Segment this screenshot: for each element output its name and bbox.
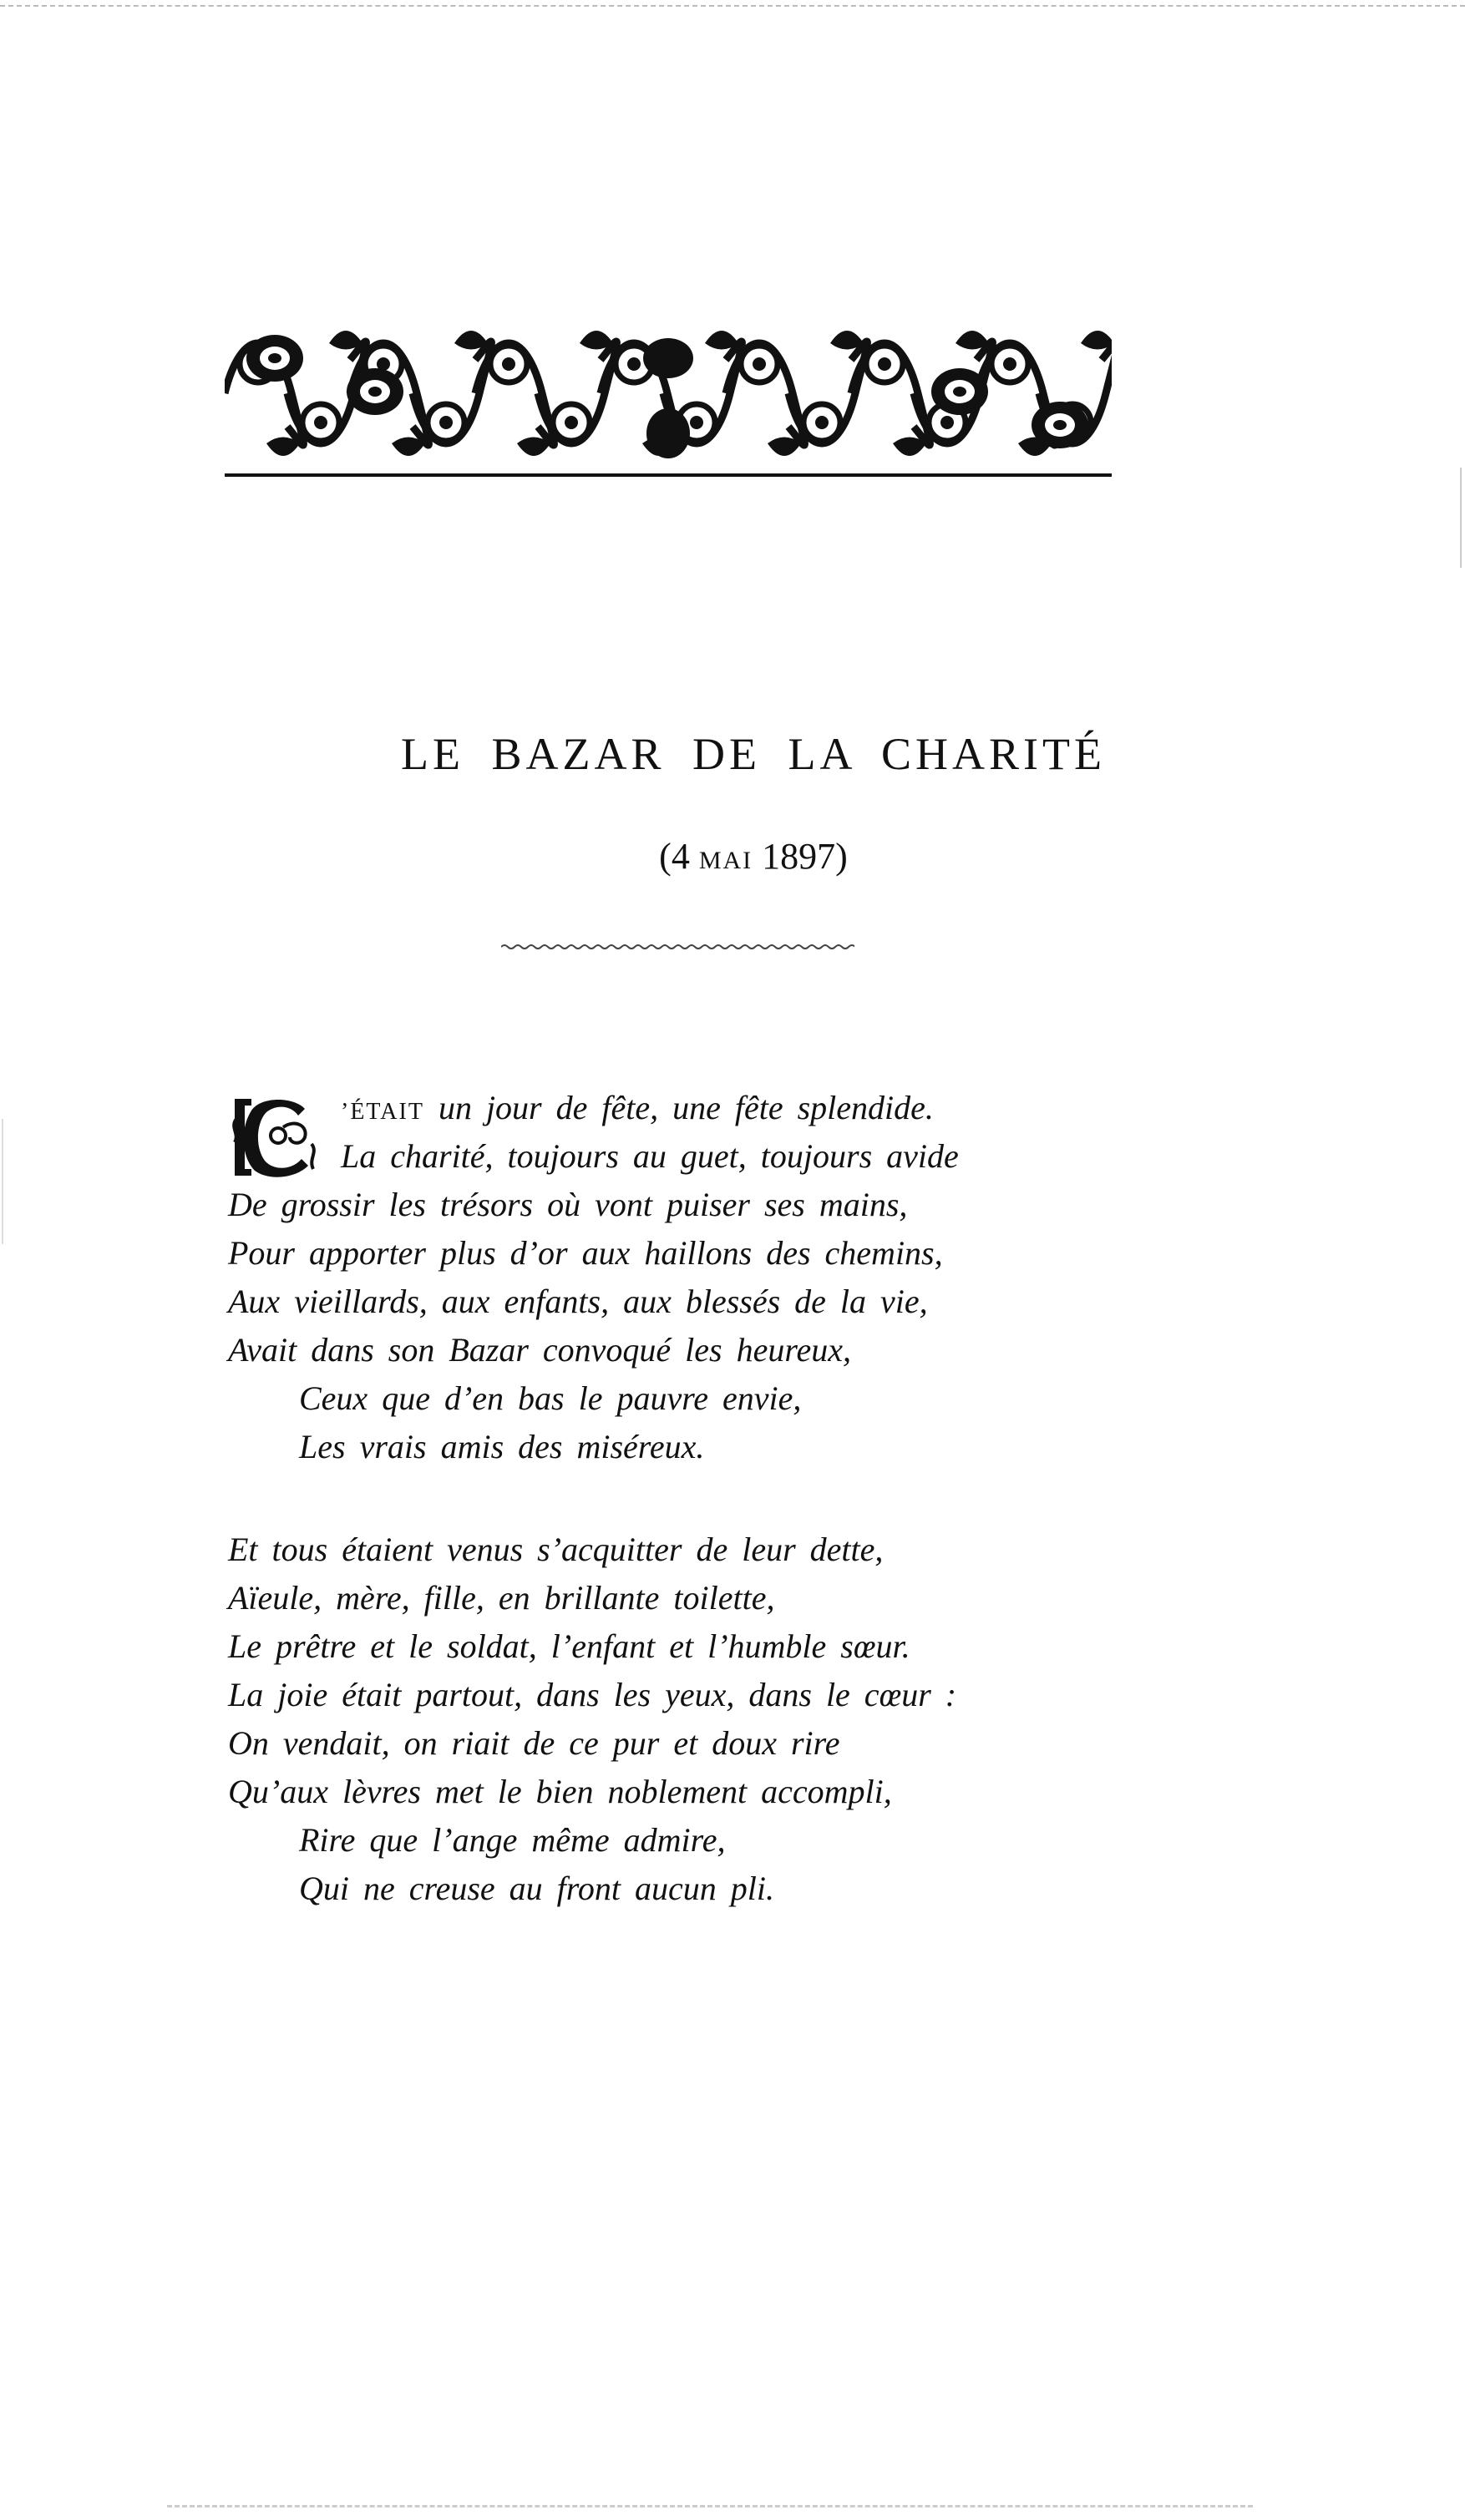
date-open: (4 xyxy=(659,836,699,877)
poem-line: La charité, toujours au guet, toujours avide xyxy=(341,1137,959,1175)
poem-line: Les vrais amis des miséreux. xyxy=(299,1428,705,1465)
stanza-2 xyxy=(228,1526,956,1913)
poem-line: Ceux que d’en bas le pauvre envie, xyxy=(299,1379,802,1417)
poem-date xyxy=(0,835,1465,878)
date-year: 1897) xyxy=(753,836,848,877)
poem-line: De grossir les trésors où vont puiser ses mains, xyxy=(228,1186,908,1223)
poem-line: Avait dans son Bazar convoqué les heureux, xyxy=(228,1331,851,1369)
scan-edge-right xyxy=(1460,468,1462,568)
date-month: MAI xyxy=(698,847,753,874)
wavy-separator-rule xyxy=(501,939,854,955)
poem-line: La joie était partout, dans les yeux, dans le cœur : xyxy=(228,1676,957,1713)
scan-edge-top xyxy=(0,5,1465,7)
line-text: un jour de fête, une fête splendide. xyxy=(423,1089,934,1126)
poem-line: Aux vieillards, aux enfants, aux blessés de la vie, xyxy=(228,1283,928,1320)
poem-line: Pour apporter plus d’or aux haillons des chemins, xyxy=(228,1234,943,1272)
poem-line: Qu’aux lèvres met le bien noblement accompli, xyxy=(228,1773,892,1810)
floral-headpiece-ornament xyxy=(225,308,1112,478)
poem-line: Le prêtre et le soldat, l’enfant et l’humble sœur. xyxy=(228,1627,910,1665)
poem-line: Rire que l’ange même admire, xyxy=(299,1821,726,1859)
scan-edge-bottom xyxy=(167,2505,1253,2507)
stanza-1 xyxy=(228,1084,959,1471)
poem-line: Aïeule, mère, fille, en brillante toilette, xyxy=(228,1579,775,1617)
poem-line xyxy=(228,1084,959,1132)
opening-smallcaps: ’ÉTAIT xyxy=(341,1099,424,1125)
ornate-drop-cap-c xyxy=(228,1094,317,1181)
poem-line: On vendait, on riait de ce pur et doux rire xyxy=(228,1724,840,1762)
poem-line: Qui ne creuse au front aucun pli. xyxy=(299,1870,774,1907)
poem-title: LE BAZAR DE LA CHARITÉ xyxy=(401,729,1106,779)
scan-edge-left xyxy=(2,1119,3,1244)
poem-line: Et tous étaient venus s’acquitter de leur dette, xyxy=(228,1531,884,1568)
